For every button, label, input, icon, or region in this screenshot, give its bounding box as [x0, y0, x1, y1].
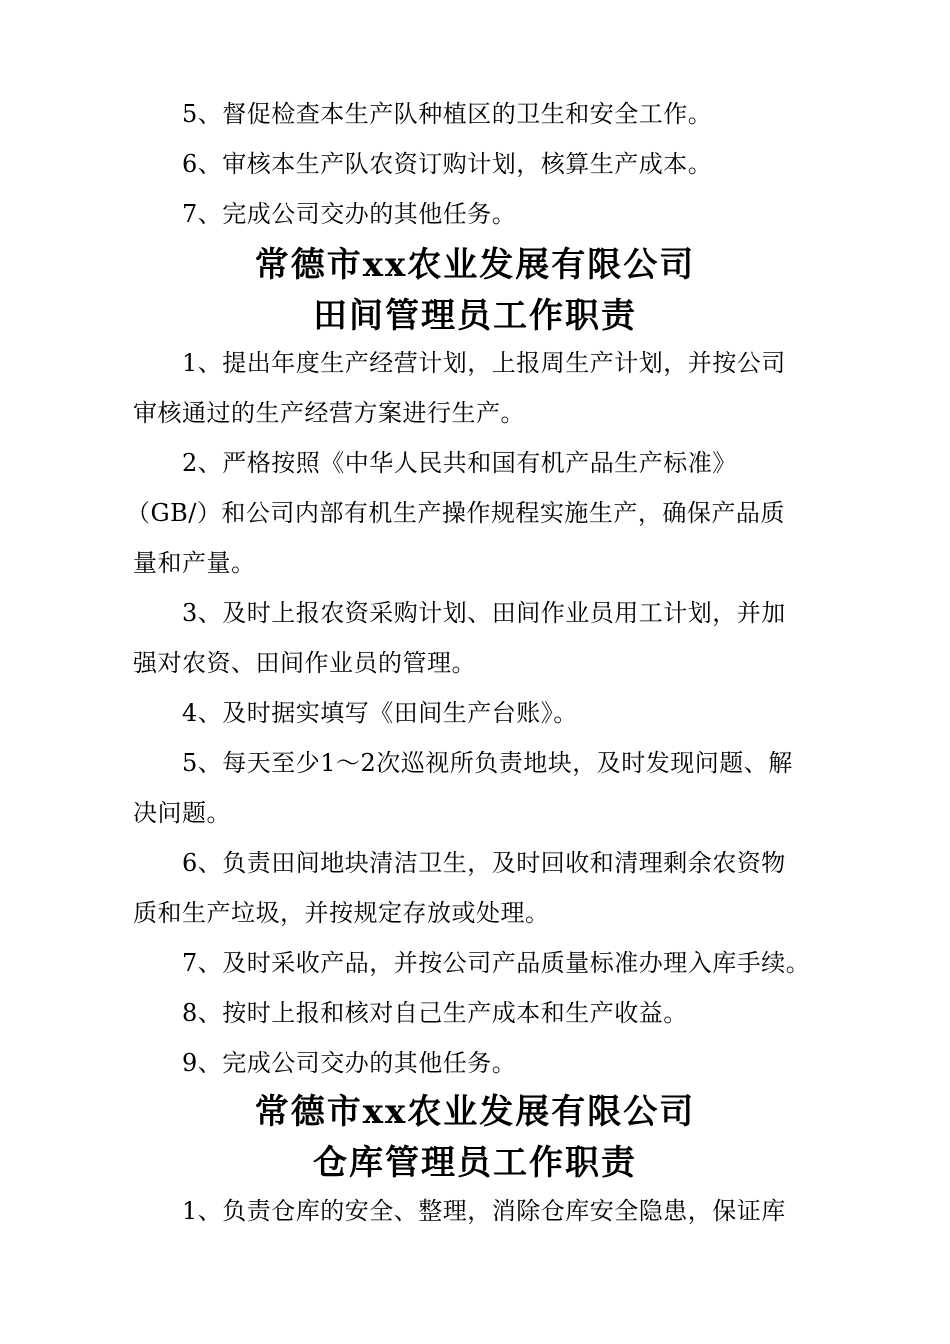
- paragraph-line: 8、按时上报和核对自己生产成本和生产收益。: [182, 999, 688, 1027]
- section-title: 田间管理员工作职责: [313, 296, 637, 336]
- paragraph-line: 量和产量。: [133, 549, 256, 577]
- company-heading: 常德市xx农业发展有限公司: [254, 245, 696, 285]
- paragraph-line: 5、每天至少1～2次巡视所负责地块，及时发现问题、解: [182, 749, 793, 777]
- paragraph-line: 决问题。: [133, 799, 231, 827]
- paragraph-line: 9、完成公司交办的其他任务。: [182, 1049, 517, 1077]
- paragraph-line: 强对农资、田间作业员的管理。: [133, 649, 476, 677]
- paragraph-line: 3、及时上报农资采购计划、田间作业员用工计划，并加: [182, 599, 786, 627]
- paragraph-line: 4、及时据实填写《田间生产台账》。: [182, 699, 578, 727]
- paragraph-line: （GB/）和公司内部有机生产操作规程实施生产，确保产品质: [126, 499, 785, 527]
- paragraph-line: 7、及时采收产品，并按公司产品质量标准办理入库手续。: [182, 949, 811, 977]
- paragraph-line: 质和生产垃圾，并按规定存放或处理。: [133, 899, 550, 927]
- paragraph-line: 审核通过的生产经营方案进行生产。: [133, 399, 525, 427]
- list-item: 6、审核本生产队农资订购计划，核算生产成本。: [182, 150, 713, 178]
- paragraph-line: 6、负责田间地块清洁卫生，及时回收和清理剩余农资物: [182, 849, 786, 877]
- list-item: 5、督促检查本生产队种植区的卫生和安全工作。: [182, 100, 713, 128]
- list-item: 7、完成公司交办的其他任务。: [182, 200, 517, 228]
- paragraph-line: 1、负责仓库的安全、整理，消除仓库安全隐患，保证库: [182, 1197, 786, 1225]
- section-title: 仓库管理员工作职责: [313, 1143, 637, 1183]
- paragraph-line: 1、提出年度生产经营计划，上报周生产计划，并按公司: [182, 349, 786, 377]
- paragraph-line: 2、严格按照《中华人民共和国有机产品生产标准》: [182, 449, 737, 477]
- company-heading: 常德市xx农业发展有限公司: [254, 1092, 696, 1132]
